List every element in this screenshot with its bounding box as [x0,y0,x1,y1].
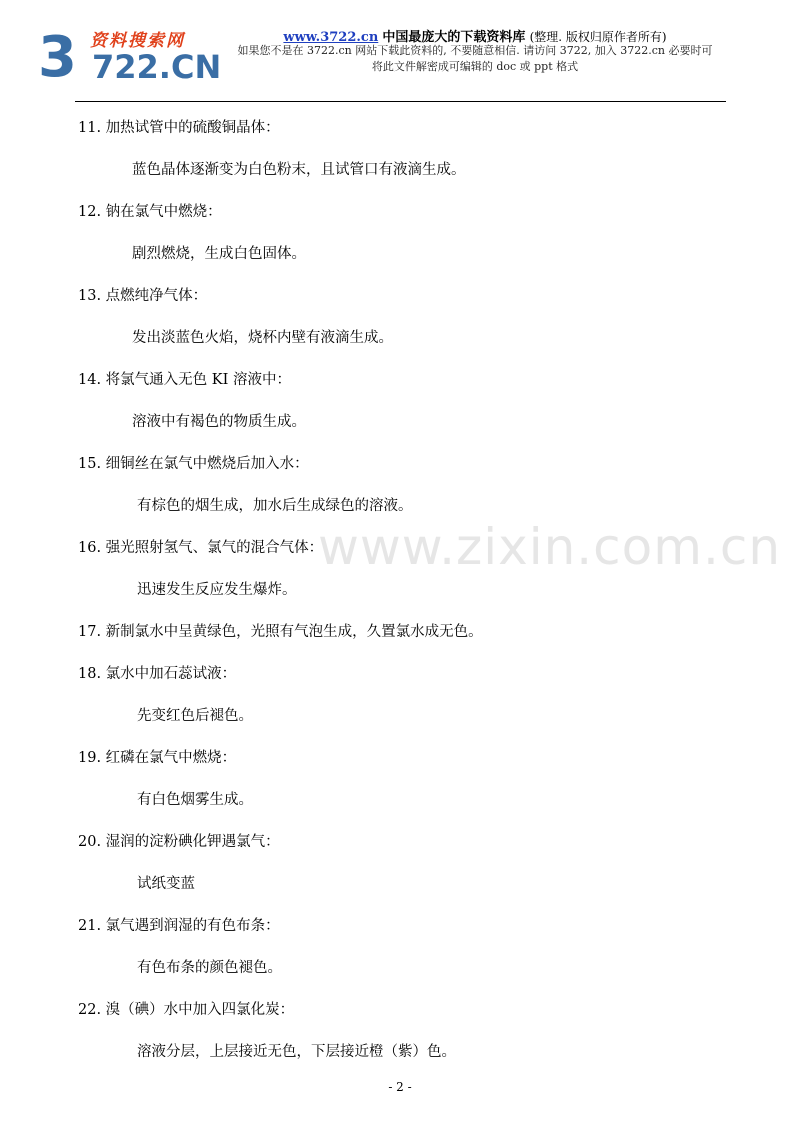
header-divider [75,101,726,102]
item-19-result: 有白色烟雾生成。 [137,792,253,808]
header-note: (整理. 版权归原作者所有) [529,30,667,44]
item-12-result: 剧烈燃烧，生成白色固体。 [132,246,306,262]
site-logo[interactable] [38,25,222,90]
item-18-heading: 18. 氯水中加石蕊试液： [78,666,237,682]
item-15-result: 有棕色的烟生成，加水后生成绿色的溶液。 [137,498,413,514]
item-20-heading: 20. 湿润的淀粉碘化钾遇氯气： [78,834,280,850]
item-13-result: 发出淡蓝色火焰，烧杯内壁有液滴生成。 [132,330,393,346]
watermark: www.zixin.com.cn [318,518,782,576]
item-21-result: 有色布条的颜色褪色。 [137,960,282,976]
item-14-result: 溶液中有褐色的物质生成。 [132,414,306,430]
item-11-result: 蓝色晶体逐渐变为白色粉末，且试管口有液滴生成。 [132,162,466,178]
header-title: 中国最庞大的下载资料库 [382,30,526,45]
item-20-result: 试纸变蓝 [137,876,195,892]
item-22-result: 溶液分层，上层接近无色，下层接近橙（紫）色。 [137,1044,456,1060]
item-12-heading: 12. 钠在氯气中燃烧： [78,204,222,220]
site-link[interactable]: www.3722.cn [283,30,379,45]
item-16-heading: 16. 强光照射氢气、氯气的混合气体： [78,540,324,556]
item-11-heading: 11. 加热试管中的硫酸铜晶体： [78,120,280,136]
item-17-heading: 17. 新制氯水中呈黄绿色，光照有气泡生成，久置氯水成无色。 [78,624,483,640]
item-13-heading: 13. 点燃纯净气体： [78,288,208,304]
item-14-heading: 14. 将氯气通入无色 KI 溶液中： [78,372,291,388]
item-15-heading: 15. 细铜丝在氯气中燃烧后加入水： [78,456,309,472]
logo-domain: 722.CN [92,48,222,86]
header-line-3: 将此文件解密成可编辑的 doc 或 ppt 格式 [371,60,579,73]
item-21-heading: 21. 氯气遇到润湿的有色布条： [78,918,280,934]
item-16-result: 迅速发生反应发生爆炸。 [137,582,297,598]
item-19-heading: 19. 红磷在氯气中燃烧： [78,750,237,766]
header-line-2: 如果您不是在 3722.cn 网站下载此资料的, 不要随意相信. 请访问 3722, 加入 3722.cn 必要时可 [237,44,713,57]
item-22-heading: 22. 溴（碘）水中加入四氯化炭： [78,1002,295,1018]
page-number: - 2 - [388,1080,412,1094]
item-18-result: 先变红色后褪色。 [137,708,253,724]
logo-number: 3 [38,25,75,90]
logo-tagline: 资料搜索网 [90,31,185,51]
